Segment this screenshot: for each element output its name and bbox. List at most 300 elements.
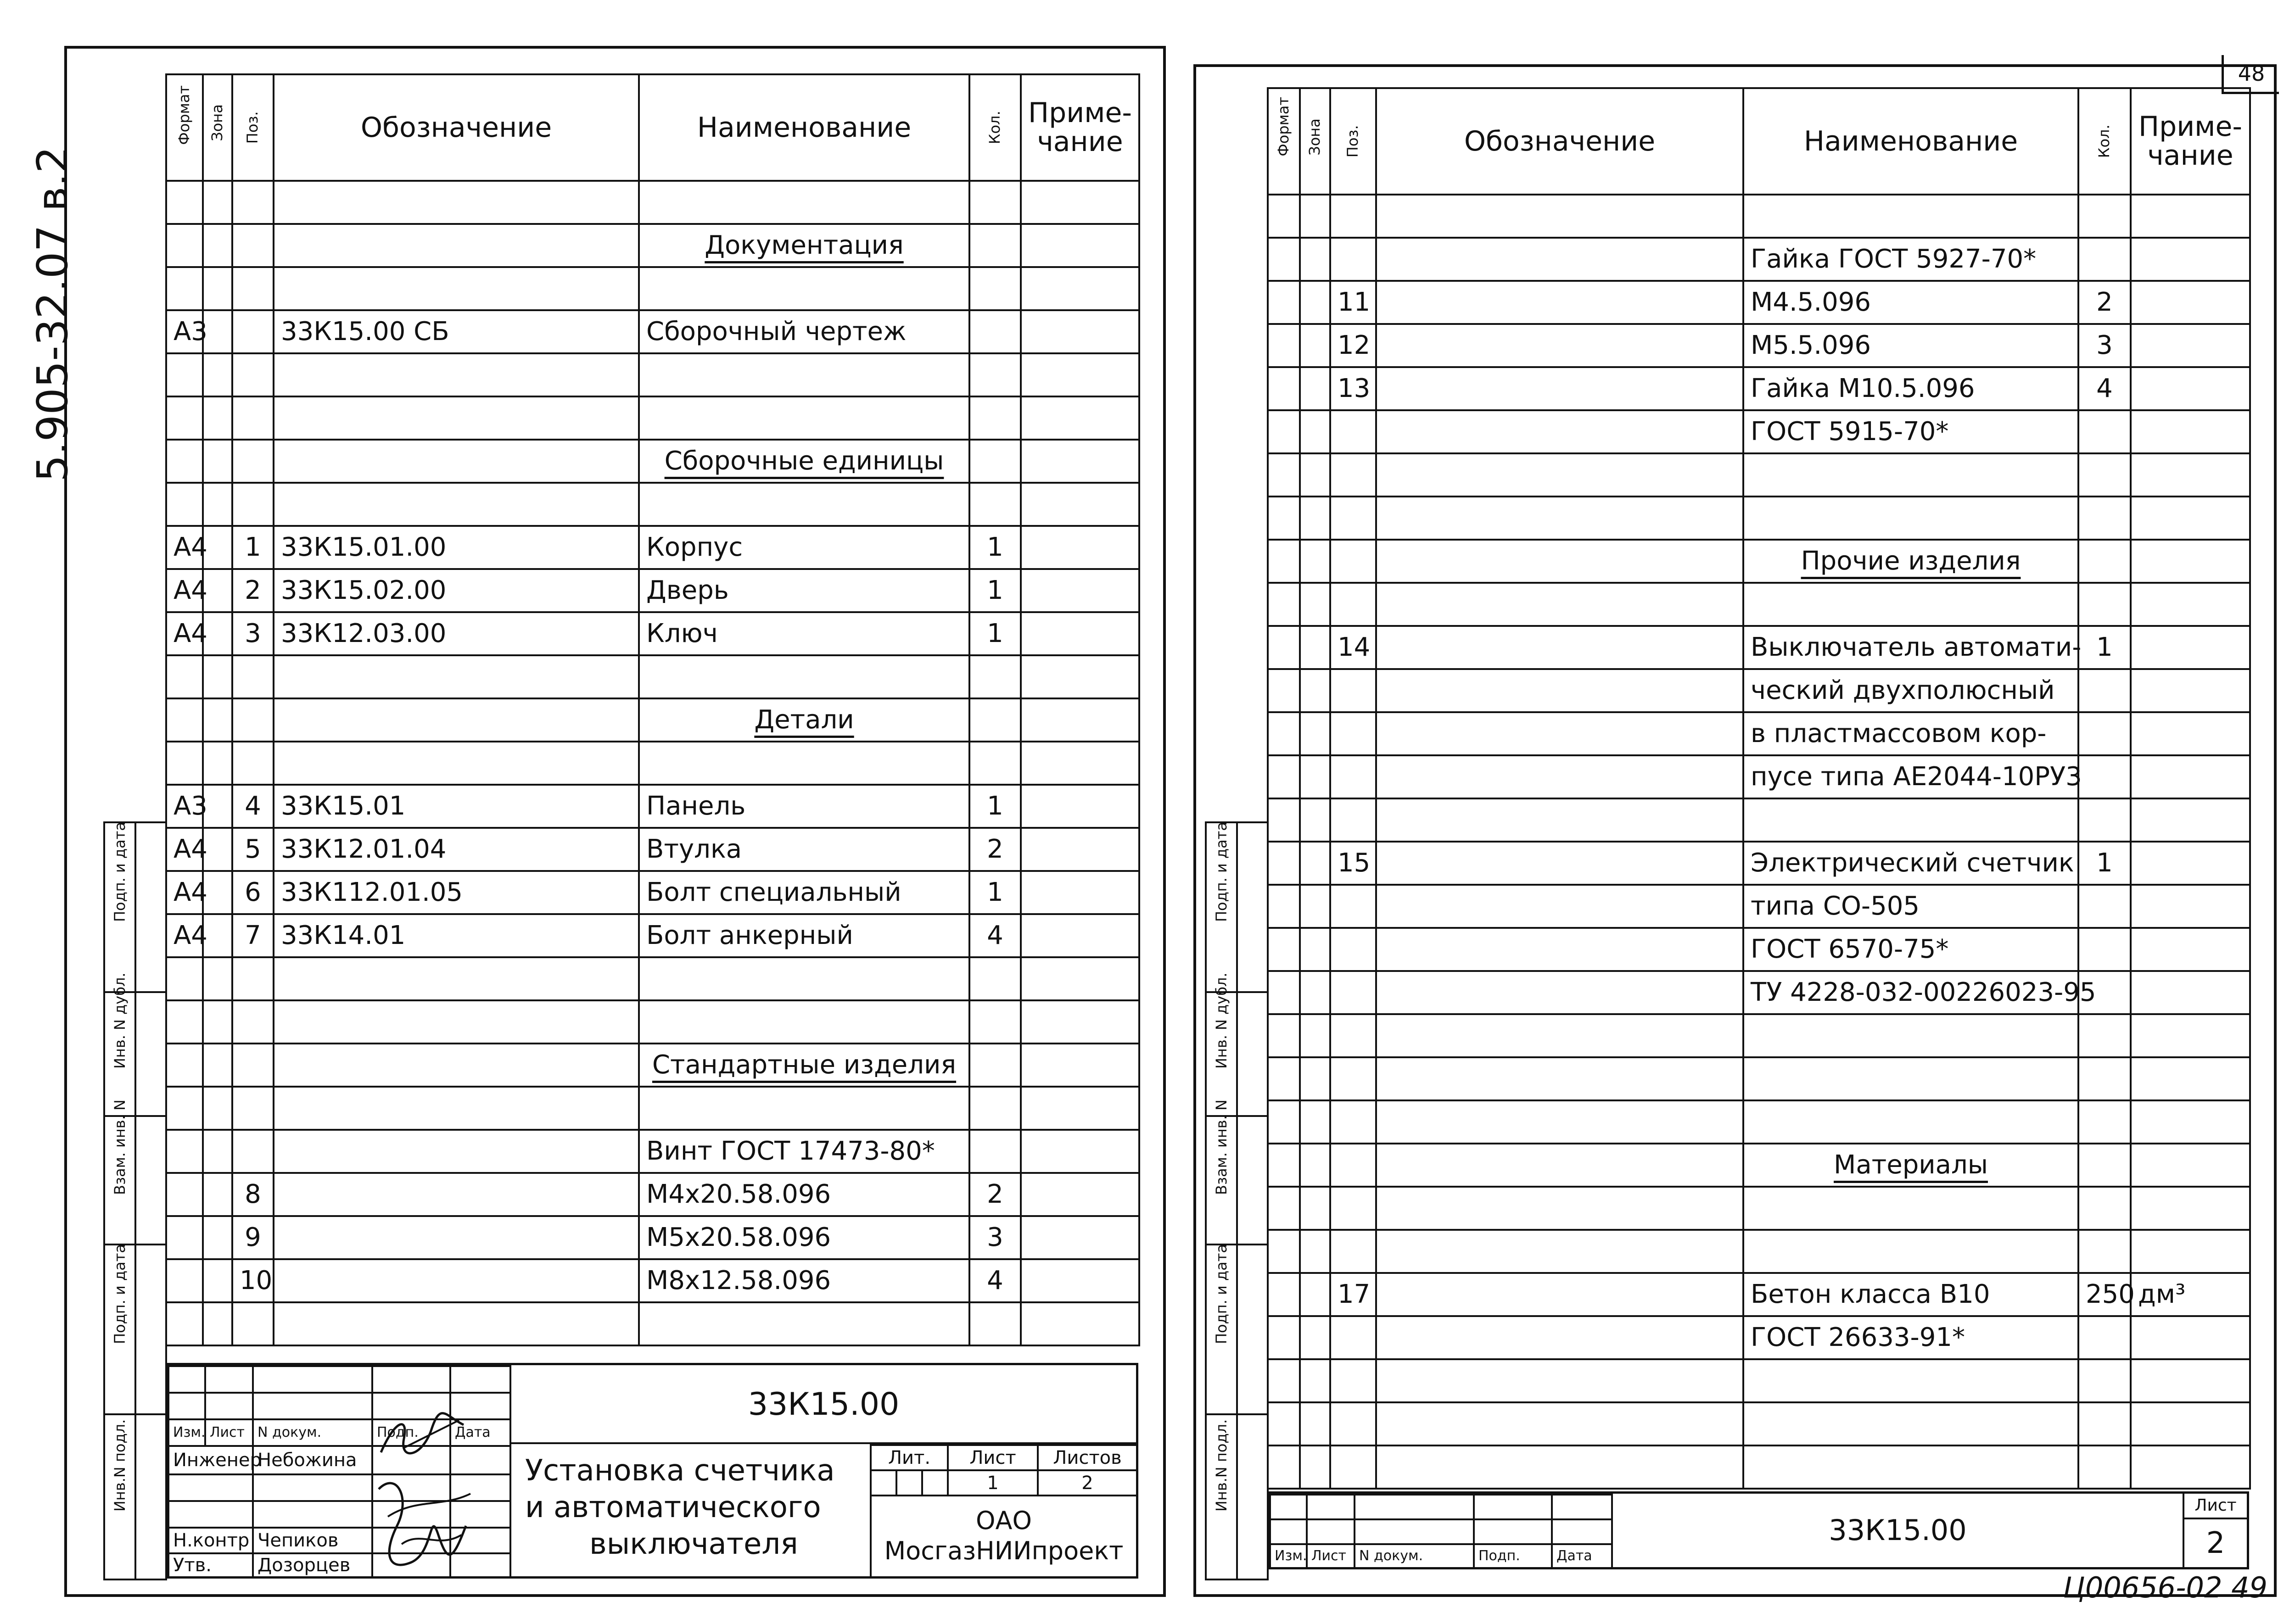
cell-zone: [203, 1044, 232, 1087]
cell-qty: [2078, 410, 2131, 453]
cell-designation: [1376, 1144, 1743, 1187]
spec-row: [1268, 669, 2250, 712]
cell-format: [1268, 1402, 1300, 1445]
cell-zone: [1300, 669, 1330, 712]
side-strip-sheet2: [1205, 821, 1269, 1580]
cell-zone: [1300, 1402, 1330, 1445]
cell-format: [166, 1216, 203, 1259]
cell-qty: [969, 310, 1021, 353]
cell-pos: [1330, 1402, 1376, 1445]
cell-pos: 7: [232, 914, 274, 957]
cell-qty: [2078, 1359, 2131, 1402]
cell-format: [166, 1173, 203, 1216]
cell-format: А4: [166, 914, 203, 957]
spec-row: [1268, 842, 2250, 885]
cell-pos: [1330, 971, 1376, 1014]
stamp-name-engineer: Небожина: [253, 1446, 372, 1474]
cell-pos: [1330, 712, 1376, 755]
cell-name: М4х20.58.096: [639, 1173, 969, 1216]
cell-note: [2131, 540, 2250, 583]
cell-format: [1268, 410, 1300, 453]
cell-format: [1268, 453, 1300, 497]
cell-designation: 33К112.01.05: [274, 871, 639, 914]
stamp2-doc-code: 33К15.00: [1611, 1494, 2183, 1567]
cell-format: [1268, 281, 1300, 324]
spec-row: [1268, 1014, 2250, 1057]
side2-label-2: Инв. N дубл.: [1206, 992, 1237, 1116]
cell-zone: [203, 224, 232, 267]
spec-row: [1268, 626, 2250, 669]
spec-table-sheet1: [165, 73, 1140, 1346]
cell-pos: [1330, 1316, 1376, 1359]
section-heading: Стандартные изделия: [652, 1050, 957, 1080]
spec-header-row: [166, 74, 1139, 181]
spec-row: [166, 1087, 1139, 1130]
cell-qty: 250: [2078, 1273, 2131, 1316]
cell-format: [1268, 540, 1300, 583]
spec-row: [166, 1259, 1139, 1302]
cell-designation: [1376, 497, 1743, 540]
stamp2-col-list: Лист: [1307, 1544, 1355, 1568]
cell-pos: [232, 181, 274, 224]
cell-pos: [232, 1044, 274, 1087]
cell-zone: [1300, 626, 1330, 669]
cell-qty: [2078, 1316, 2131, 1359]
spec-row: [1268, 1359, 2250, 1402]
cell-name: М8х12.58.096: [639, 1259, 969, 1302]
spec-row: [1268, 410, 2250, 453]
cell-designation: [274, 1302, 639, 1345]
side2-label-4: Подп. и дата: [1206, 1245, 1237, 1414]
side-label-2: Инв. N дубл.: [104, 992, 135, 1116]
cell-designation: 33К14.01: [274, 914, 639, 957]
cell-designation: [274, 1173, 639, 1216]
cell-designation: [274, 957, 639, 1000]
stamp-title-line3: выключателя: [589, 1527, 798, 1561]
cell-pos: [1330, 583, 1376, 626]
stamp-doc-code: 33К15.00: [509, 1365, 1136, 1444]
stamp-lit-label: Лит.: [871, 1445, 948, 1470]
cell-note: [2131, 1316, 2250, 1359]
spec-row: [1268, 885, 2250, 928]
cell-pos: [232, 396, 274, 440]
cell-designation: [274, 181, 639, 224]
cell-format: А3: [166, 785, 203, 828]
spec-row: [1268, 928, 2250, 971]
cell-pos: [232, 267, 274, 310]
cell-note: [2131, 1014, 2250, 1057]
stamp-org-line2: МосгазНИИпроект: [884, 1536, 1124, 1565]
cell-note: [1021, 1259, 1139, 1302]
cell-name: ческий двухполюсный: [1743, 669, 2078, 712]
cell-pos: 6: [232, 871, 274, 914]
cell-note: [2131, 798, 2250, 842]
cell-zone: [1300, 1100, 1330, 1144]
stamp2-col-data: Дата: [1552, 1544, 1612, 1568]
cell-note: [2131, 1402, 2250, 1445]
cell-pos: [1330, 497, 1376, 540]
cell-zone: [1300, 1187, 1330, 1230]
stamp-title-line1: Установка счетчика: [525, 1454, 835, 1488]
cell-note: [2131, 453, 2250, 497]
cell-name: Дверь: [639, 569, 969, 612]
spec-row: [1268, 1100, 2250, 1144]
stamp2-signatures: [1269, 1494, 1613, 1569]
cell-note: [2131, 195, 2250, 238]
col-zone-header: Зона: [203, 74, 232, 181]
side2-label-5: Инв.N подл.: [1206, 1414, 1237, 1579]
cell-qty: [2078, 1445, 2131, 1489]
spec-row: [166, 569, 1139, 612]
cell-note: [1021, 612, 1139, 655]
cell-designation: [274, 353, 639, 396]
cell-qty: [969, 440, 1021, 483]
cell-name: [1743, 195, 2078, 238]
cell-name: ГОСТ 6570-75*: [1743, 928, 2078, 971]
cell-note: [1021, 785, 1139, 828]
cell-format: [1268, 1316, 1300, 1359]
cell-note: [1021, 1216, 1139, 1259]
side-label-3: Взам. инв. N: [104, 1116, 135, 1245]
stamp2-col-podp: Подп.: [1474, 1544, 1552, 1568]
col-qty-header-2: Кол.: [2078, 88, 2131, 195]
cell-qty: 1: [969, 526, 1021, 569]
cell-designation: [1376, 195, 1743, 238]
spec-row: [1268, 1273, 2250, 1316]
cell-format: [1268, 324, 1300, 367]
cell-zone: [203, 1302, 232, 1345]
cell-note: [2131, 971, 2250, 1014]
cell-qty: 4: [969, 914, 1021, 957]
cell-designation: [1376, 626, 1743, 669]
cell-pos: [232, 1130, 274, 1173]
cell-designation: [1376, 842, 1743, 885]
side2-label-1: Подп. и дата: [1206, 822, 1237, 992]
signature-nkontr: [369, 1471, 475, 1581]
section-heading: Прочие изделия: [1801, 546, 2021, 576]
cell-format: [1268, 971, 1300, 1014]
cell-zone: [203, 440, 232, 483]
cell-format: [166, 742, 203, 785]
cell-name: [1743, 1187, 2078, 1230]
spec-row: [166, 1216, 1139, 1259]
cell-note: [1021, 1302, 1139, 1345]
cell-pos: 3: [232, 612, 274, 655]
cell-name: [639, 396, 969, 440]
col-format-header-2: Формат: [1268, 88, 1300, 195]
cell-pos: [1330, 798, 1376, 842]
cell-zone: [203, 1173, 232, 1216]
cell-note: [1021, 569, 1139, 612]
cell-name: М5х20.58.096: [639, 1216, 969, 1259]
cell-zone: [203, 483, 232, 526]
cell-qty: [969, 181, 1021, 224]
cell-name: Винт ГОСТ 17473-80*: [639, 1130, 969, 1173]
cell-pos: 14: [1330, 626, 1376, 669]
stamp-col-ndokum: N докум.: [253, 1419, 372, 1446]
cell-name: [1743, 1014, 2078, 1057]
spec-row: [1268, 1402, 2250, 1445]
cell-pos: 11: [1330, 281, 1376, 324]
cell-name: пусе типа АЕ2044-10РУ3: [1743, 755, 2078, 798]
cell-pos: [232, 483, 274, 526]
cell-qty: [969, 353, 1021, 396]
cell-designation: [1376, 1359, 1743, 1402]
cell-note: дм³: [2131, 1273, 2250, 1316]
cell-pos: 5: [232, 828, 274, 871]
cell-note: [2131, 1057, 2250, 1100]
title-block-sheet1: [165, 1363, 1138, 1579]
cell-designation: [1376, 798, 1743, 842]
cell-note: [1021, 526, 1139, 569]
cell-pos: 17: [1330, 1273, 1376, 1316]
stamp2-sheet-label: Лист: [2183, 1494, 2247, 1519]
cell-pos: [1330, 885, 1376, 928]
cell-format: [166, 698, 203, 742]
cell-zone: [1300, 928, 1330, 971]
spec-row: [1268, 324, 2250, 367]
cell-pos: 13: [1330, 367, 1376, 410]
cell-name: [1743, 798, 2078, 842]
section-heading: Сборочные единицы: [664, 446, 944, 476]
cell-qty: [2078, 798, 2131, 842]
cell-pos: [232, 1302, 274, 1345]
cell-zone: [1300, 885, 1330, 928]
cell-pos: [232, 310, 274, 353]
cell-format: [1268, 885, 1300, 928]
cell-qty: 2: [2078, 281, 2131, 324]
cell-format: [166, 1259, 203, 1302]
cell-format: [1268, 195, 1300, 238]
cell-note: [1021, 310, 1139, 353]
col-qty-header: Кол.: [969, 74, 1021, 181]
cell-note: [2131, 410, 2250, 453]
stamp-sheet-label: Лист: [948, 1445, 1038, 1470]
side-label-5: Инв.N подл.: [104, 1414, 135, 1579]
cell-zone: [1300, 281, 1330, 324]
spec-row: [1268, 1144, 2250, 1187]
cell-designation: [1376, 1445, 1743, 1489]
cell-format: [1268, 1187, 1300, 1230]
cell-qty: [969, 1000, 1021, 1044]
cell-pos: 15: [1330, 842, 1376, 885]
cell-format: [1268, 1100, 1300, 1144]
cell-qty: 1: [2078, 842, 2131, 885]
cell-pos: [1330, 410, 1376, 453]
cell-qty: [2078, 497, 2131, 540]
spec-row: [166, 1044, 1139, 1087]
cell-name: [639, 224, 969, 267]
col-pos-header-2: Поз.: [1330, 88, 1376, 195]
stamp-sheet-info: [870, 1444, 1138, 1496]
cell-qty: [2078, 1100, 2131, 1144]
cell-format: А3: [166, 310, 203, 353]
cell-note: [2131, 324, 2250, 367]
cell-designation: [1376, 540, 1743, 583]
spec-row: [166, 440, 1139, 483]
cell-name: Панель: [639, 785, 969, 828]
cell-qty: [2078, 238, 2131, 281]
cell-format: [166, 440, 203, 483]
cell-name: Гайка М10.5.096: [1743, 367, 2078, 410]
cell-note: [1021, 1044, 1139, 1087]
cell-qty: [2078, 885, 2131, 928]
col-name-header: Наименование: [639, 74, 969, 181]
cell-name: ГОСТ 26633-91*: [1743, 1316, 2078, 1359]
cell-note: [2131, 755, 2250, 798]
cell-note: [2131, 712, 2250, 755]
cell-zone: [1300, 1230, 1330, 1273]
cell-designation: [1376, 1187, 1743, 1230]
cell-name: Корпус: [639, 526, 969, 569]
cell-name: Втулка: [639, 828, 969, 871]
cell-name: ТУ 4228-032-00226023-95: [1743, 971, 2078, 1014]
cell-name: Выключатель автомати-: [1743, 626, 2078, 669]
cell-designation: [1376, 885, 1743, 928]
cell-name: [639, 483, 969, 526]
spec-row: [1268, 367, 2250, 410]
cell-format: [1268, 367, 1300, 410]
cell-format: [1268, 1359, 1300, 1402]
cell-qty: 1: [969, 569, 1021, 612]
cell-format: [1268, 928, 1300, 971]
cell-name: Бетон класса В10: [1743, 1273, 2078, 1316]
cell-pos: [232, 1000, 274, 1044]
stamp-role-utv: Утв.: [168, 1553, 253, 1577]
cell-name: [639, 1087, 969, 1130]
cell-zone: [1300, 1014, 1330, 1057]
cell-qty: 3: [969, 1216, 1021, 1259]
cell-pos: 4: [232, 785, 274, 828]
cell-name: Болт специальный: [639, 871, 969, 914]
cell-designation: 33К12.01.04: [274, 828, 639, 871]
title-block-sheet2: [1267, 1491, 2249, 1569]
cell-designation: [1376, 669, 1743, 712]
cell-format: [1268, 238, 1300, 281]
col-designation-header-2: Обозначение: [1376, 88, 1743, 195]
cell-name: в пластмассовом кор-: [1743, 712, 2078, 755]
cell-format: А4: [166, 871, 203, 914]
cell-name: [639, 440, 969, 483]
cell-pos: 9: [232, 1216, 274, 1259]
col-designation-header: Обозначение: [274, 74, 639, 181]
cell-zone: [1300, 583, 1330, 626]
stamp-col-podp: Подп.: [372, 1419, 450, 1446]
spec-row: [166, 914, 1139, 957]
cell-pos: [1330, 1187, 1376, 1230]
spec-row: [166, 526, 1139, 569]
cell-name: Гайка ГОСТ 5927-70*: [1743, 238, 2078, 281]
cell-format: [166, 1087, 203, 1130]
cell-note: [2131, 1100, 2250, 1144]
cell-format: [166, 396, 203, 440]
cell-zone: [203, 957, 232, 1000]
cell-format: [1268, 1057, 1300, 1100]
side-strip-sheet1: [103, 821, 167, 1580]
cell-pos: 2: [232, 569, 274, 612]
cell-qty: [969, 1044, 1021, 1087]
cell-format: [166, 267, 203, 310]
cell-designation: [274, 1216, 639, 1259]
cell-name: [1743, 497, 2078, 540]
cell-name: Сборочный чертеж: [639, 310, 969, 353]
cell-format: [1268, 1144, 1300, 1187]
stamp-col-data: Дата: [450, 1419, 510, 1446]
spec-table-sheet2: [1267, 87, 2251, 1490]
cell-zone: [203, 1259, 232, 1302]
spec-row: [1268, 1316, 2250, 1359]
cell-note: [2131, 1359, 2250, 1402]
cell-pos: [1330, 1014, 1376, 1057]
cell-designation: 33К15.02.00: [274, 569, 639, 612]
stamp-name-utv: Дозорцев: [253, 1553, 372, 1577]
spec-row: [166, 310, 1139, 353]
cell-note: [1021, 828, 1139, 871]
cell-note: [1021, 440, 1139, 483]
col-format-header: Формат: [166, 74, 203, 181]
cell-qty: [2078, 928, 2131, 971]
cell-note: [1021, 655, 1139, 698]
cell-pos: [232, 655, 274, 698]
cell-pos: [1330, 1100, 1376, 1144]
cell-zone: [203, 655, 232, 698]
cell-qty: [2078, 1144, 2131, 1187]
cell-name: Ключ: [639, 612, 969, 655]
col-name-header-2: Наименование: [1743, 88, 2078, 195]
cell-zone: [1300, 1359, 1330, 1402]
cell-note: [2131, 626, 2250, 669]
cell-format: [166, 353, 203, 396]
cell-zone: [203, 1130, 232, 1173]
cell-qty: 1: [969, 612, 1021, 655]
cell-zone: [203, 396, 232, 440]
cell-qty: 3: [2078, 324, 2131, 367]
cell-format: [1268, 669, 1300, 712]
cell-designation: 33К12.03.00: [274, 612, 639, 655]
cell-qty: 4: [2078, 367, 2131, 410]
cell-pos: [1330, 195, 1376, 238]
cell-pos: 1: [232, 526, 274, 569]
cell-qty: [969, 742, 1021, 785]
cell-pos: [1330, 928, 1376, 971]
cell-zone: [1300, 1273, 1330, 1316]
cell-note: [2131, 1187, 2250, 1230]
cell-zone: [1300, 367, 1330, 410]
spec-row: [166, 957, 1139, 1000]
cell-note: [2131, 281, 2250, 324]
cell-name: [639, 1000, 969, 1044]
col-note-header-2: Приме-чание: [2131, 88, 2250, 195]
cell-zone: [1300, 1144, 1330, 1187]
cell-pos: [1330, 755, 1376, 798]
cell-designation: [1376, 238, 1743, 281]
cell-designation: [1376, 712, 1743, 755]
cell-name: [639, 742, 969, 785]
col-pos-header: Поз.: [232, 74, 274, 181]
cell-name: [1743, 1445, 2078, 1489]
cell-designation: [274, 1259, 639, 1302]
cell-name: [639, 1302, 969, 1345]
spec-row: [1268, 583, 2250, 626]
side2-label-3: Взам. инв. N: [1206, 1116, 1237, 1245]
cell-pos: [232, 1087, 274, 1130]
cell-pos: [232, 742, 274, 785]
cell-zone: [1300, 238, 1330, 281]
cell-note: [2131, 1144, 2250, 1187]
cell-designation: [274, 742, 639, 785]
spec-row: [166, 181, 1139, 224]
section-heading: Документация: [705, 230, 904, 260]
